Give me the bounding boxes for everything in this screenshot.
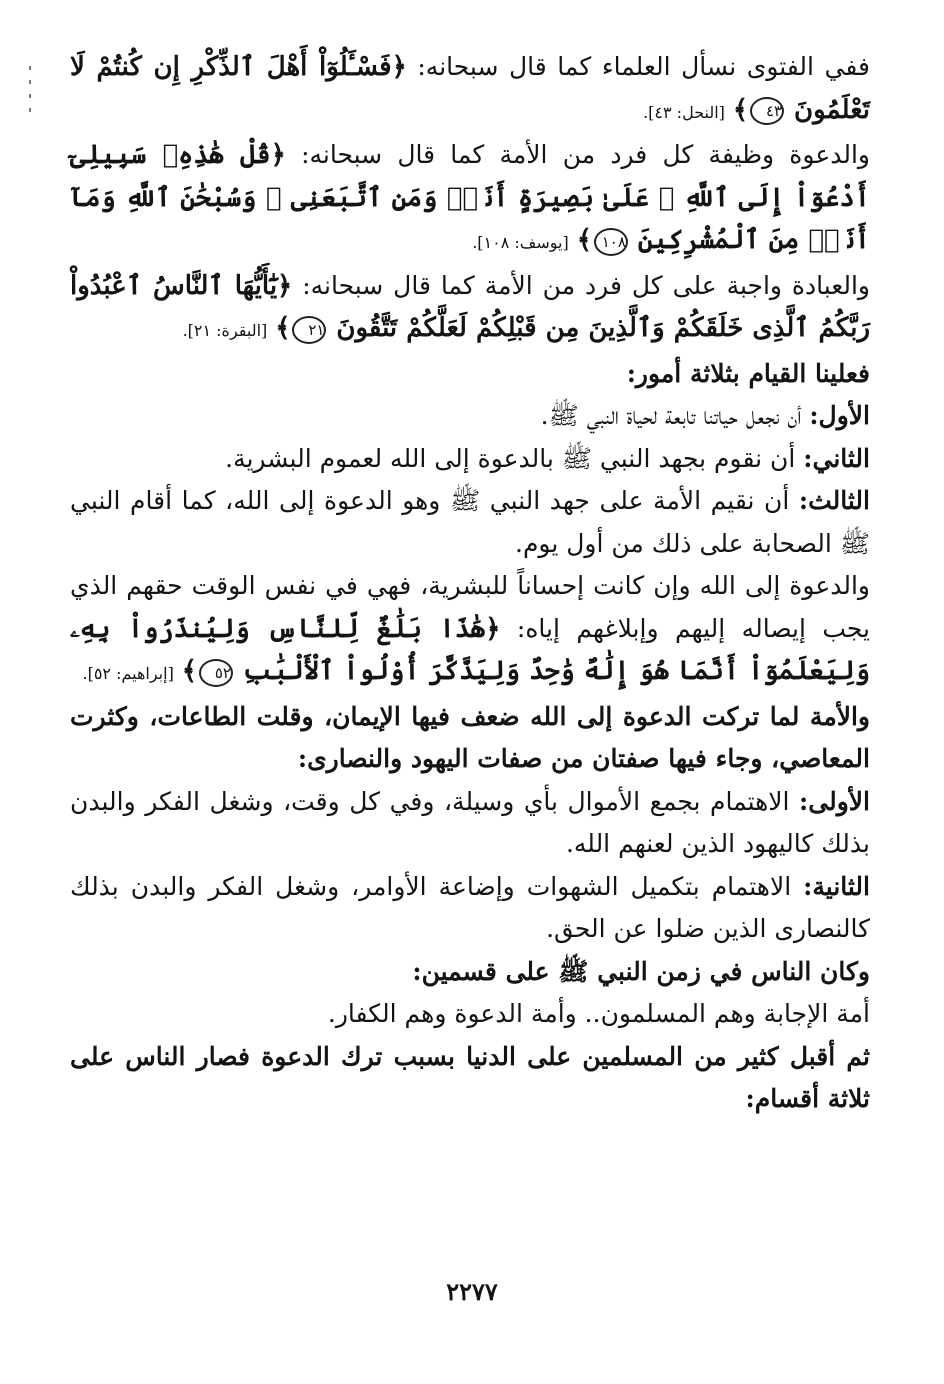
paragraph-text: ففي الفتوى نسأل العلماء كما قال سبحانه:	[406, 52, 870, 81]
margin-marks	[28, 66, 34, 126]
paragraph-third-matter	[70, 480, 870, 565]
ayah-number-marker: ٢١	[292, 316, 326, 344]
paragraph-text: والدعوة وظيفة كل فرد من الأمة كما قال سبحانه:	[285, 140, 870, 169]
ayah-number-marker: ٤٣	[750, 97, 784, 125]
quran-verse: ﴿فَسْـَٔلُوٓاْ أَهْلَ ٱلذِّكْرِ إِن كُنتُمْ لَا تَعْلَمُونَ	[70, 52, 870, 125]
paragraph-groups-list: أمة الإجابة وهم المسلمون.. وأمة الدعوة وهم الكفار.	[327, 999, 870, 1028]
item-lead: الثانية:	[803, 871, 870, 901]
item-lead: الثاني:	[803, 443, 870, 473]
item-lead: الثالث:	[798, 486, 870, 515]
paragraph-three-matters: فعلينا القيام بثلاثة أمور:	[626, 358, 870, 388]
paragraph-first-matter	[70, 395, 870, 438]
quran-verse: ﴿يَٰٓأَيُّهَا ٱلنَّاسُ ٱعْبُدُواْ رَبَّكُمُ ٱلَّذِى خَلَقَكُمْ وَٱلَّذِينَ مِن قَبْلِكُمْ لَعَلَّكُمْ تَتَّقُونَ	[70, 270, 870, 343]
item-lead: الأول:	[809, 401, 870, 430]
quran-close-bracket: ﴾	[576, 225, 592, 255]
verse-reference: [البقرة: ٢١].	[182, 321, 268, 340]
paragraph-worship	[70, 265, 870, 353]
paragraph-first-trait	[70, 781, 870, 866]
item-text: أن نجعل حياتنا تابعة لحياة النبي ﷺ.	[540, 401, 810, 430]
quran-close-bracket: ﴾	[275, 313, 291, 343]
quran-close-bracket: ﴾	[732, 94, 749, 125]
paragraph-ummah-weakness: والأمة لما تركت الدعوة إلى الله ضعف فيها الإيمان، وقلت الطاعات، وكثرت المعاصي، وجاء فيها صفتان من صفات اليهود والنصارى:	[70, 701, 870, 773]
paragraph-fatwa	[70, 46, 870, 134]
quran-verse: ﴿هَٰذَا بَلَٰغٌ لِّلنَّاسِ وَلِيُنذَرُواْ بِهِۦ وَلِيَعْلَمُوٓاْ أَنَّمَا هُوَ إِلَٰهٌ وَٰحِدٌ وَلِيَذَّكَّرَ أُوْلُواْ ٱلْأَلْبَٰبِ	[70, 613, 870, 686]
paragraph-dawah-duty	[70, 134, 870, 265]
ayah-number-marker: ٥٢	[199, 659, 233, 687]
paragraph-three-groups: ثم أقبل كثير من المسلمين على الدنيا بسبب ترك الدعوة فصار الناس على ثلاثة أقسام:	[70, 1041, 870, 1113]
quran-close-bracket: ﴾	[181, 656, 197, 686]
paragraph-second-matter	[70, 438, 870, 481]
item-lead: الأولى:	[799, 786, 870, 816]
paragraph-second-trait	[70, 866, 870, 951]
ayah-number-marker: ١٠٨	[594, 228, 628, 256]
item-text: أن نقوم بجهد النبي ﷺ بالدعوة إلى الله لعموم البشرية.	[225, 443, 804, 473]
quran-verse: ﴿قُلْ هَٰذِهِۦ سَبِيلِىٓ أَدْعُوٓاْ إِلَى ٱللَّهِ ۚ عَلَىٰ بَصِيرَةٍ أَنَا۠ وَمَنِ ٱتَّبَعَنِى ۖ وَسُبْحَٰنَ ٱللَّهِ وَمَآ أَنَا۠ مِنَ ٱلْمُشْرِكِينَ	[70, 140, 870, 255]
verse-reference: [إبراهيم: ٥٢].	[82, 664, 174, 683]
page-number: ٢٢٧٧	[446, 1277, 498, 1306]
paragraph-dawah-right	[70, 565, 870, 696]
verse-reference: [يوسف: ١٠٨].	[472, 233, 569, 252]
page-body	[70, 46, 870, 1121]
item-text: الاهتمام بجمع الأموال بأي وسيلة، وفي كل وقت، وشغل الفكر والبدن بذلك كاليهود الذين لعنهم الله.	[70, 786, 870, 858]
item-text: أن نقيم الأمة على جهد النبي ﷺ وهو الدعوة إلى الله، كما أقام النبي ﷺ الصحابة على ذلك من أول يوم.	[70, 486, 870, 558]
paragraph-text: والعبادة واجبة على كل فرد من الأمة كما قال سبحانه:	[292, 270, 871, 300]
paragraph-two-groups: وكان الناس في زمن النبي ﷺ على قسمين:	[412, 956, 870, 986]
item-text: الاهتمام بتكميل الشهوات وإضاعة الأوامر، وشغل الفكر والبدن بذلك كالنصارى الذين ضلوا عن الحق.	[70, 871, 870, 943]
paragraph-text: والدعوة إلى الله وإن كانت إحساناً للبشرية، فهي في نفس الوقت حقهم الذي يجب إيصاله إليهم وإبلاغهم إياه:	[70, 571, 870, 643]
verse-reference: [النحل: ٤٣].	[643, 102, 725, 122]
